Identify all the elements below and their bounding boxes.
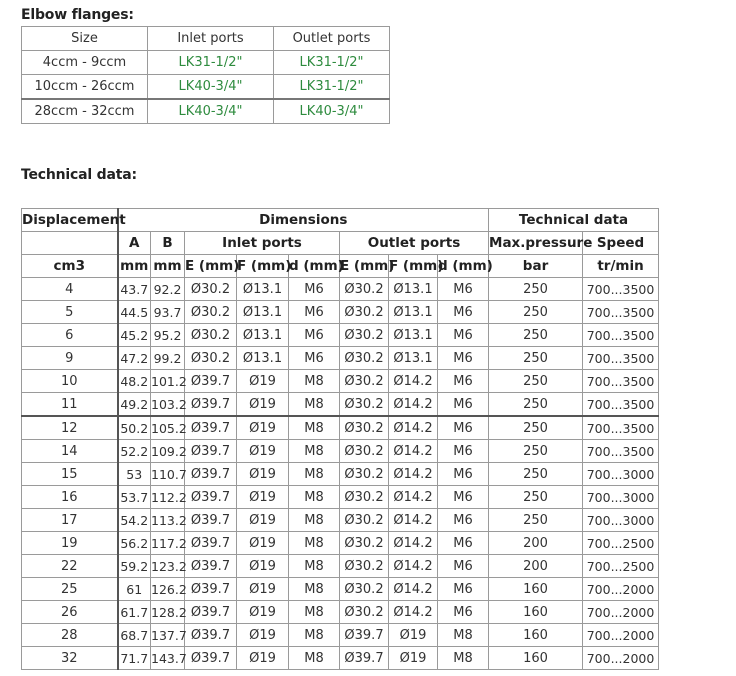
table-row bbox=[22, 578, 659, 601]
speed-cell: 700...2500 bbox=[583, 555, 659, 578]
inlet-f-cell: Ø13.1 bbox=[237, 301, 289, 324]
dim-a-cell: 43.7 bbox=[118, 278, 151, 301]
technical-data-heading: Technical data: bbox=[21, 167, 137, 183]
inlet-e-cell: Ø39.7 bbox=[185, 393, 237, 417]
size-cell: 4ccm - 9ccm bbox=[22, 51, 148, 75]
table-row bbox=[22, 278, 659, 301]
displacement-cell: 4 bbox=[22, 278, 118, 301]
size-cell: 28ccm - 32ccm bbox=[22, 99, 148, 124]
elbow-flanges-table bbox=[21, 26, 390, 124]
max-pressure-cell: 160 bbox=[489, 647, 583, 670]
dim-a-cell: 49.2 bbox=[118, 393, 151, 417]
dim-a-cell: 53 bbox=[118, 463, 151, 486]
inlet-f-cell: Ø19 bbox=[237, 509, 289, 532]
displacement-cell: 15 bbox=[22, 463, 118, 486]
table-row bbox=[22, 463, 659, 486]
outlet-d-cell: M6 bbox=[438, 278, 489, 301]
outlet-f-cell: Ø14.2 bbox=[389, 486, 438, 509]
table-row bbox=[22, 624, 659, 647]
unit-cell: d (mm) bbox=[289, 255, 340, 278]
table-row bbox=[22, 99, 390, 124]
dim-a-cell: 52.2 bbox=[118, 440, 151, 463]
speed-cell: 700...3000 bbox=[583, 463, 659, 486]
table-header-row bbox=[22, 232, 659, 255]
outlet-e-cell: Ø39.7 bbox=[340, 624, 389, 647]
table-row bbox=[22, 440, 659, 463]
outlet-f-cell: Ø14.2 bbox=[389, 578, 438, 601]
max-pressure-cell: 250 bbox=[489, 393, 583, 417]
table-row bbox=[22, 416, 659, 440]
speed-cell: 700...3500 bbox=[583, 416, 659, 440]
inlet-d-cell: M8 bbox=[289, 370, 340, 393]
header-size: Size bbox=[22, 27, 148, 51]
outlet-d-cell: M6 bbox=[438, 578, 489, 601]
inlet-d-cell: M6 bbox=[289, 278, 340, 301]
unit-cell: E (mm) bbox=[340, 255, 389, 278]
outlet-e-cell: Ø30.2 bbox=[340, 393, 389, 417]
max-pressure-cell: 250 bbox=[489, 463, 583, 486]
speed-cell: 700...2000 bbox=[583, 624, 659, 647]
dim-b-cell: 99.2 bbox=[151, 347, 185, 370]
inlet-e-cell: Ø39.7 bbox=[185, 509, 237, 532]
outlet-f-cell: Ø14.2 bbox=[389, 532, 438, 555]
header-a: A bbox=[118, 232, 151, 255]
dim-a-cell: 61.7 bbox=[118, 601, 151, 624]
outlet-e-cell: Ø30.2 bbox=[340, 324, 389, 347]
inlet-d-cell: M8 bbox=[289, 624, 340, 647]
inlet-e-cell: Ø39.7 bbox=[185, 532, 237, 555]
unit-cell: d (mm) bbox=[438, 255, 489, 278]
dim-b-cell: 143.7 bbox=[151, 647, 185, 670]
displacement-cell: 10 bbox=[22, 370, 118, 393]
outlet-d-cell: M6 bbox=[438, 486, 489, 509]
outlet-port-cell: LK40-3/4" bbox=[274, 99, 390, 124]
table-row bbox=[22, 324, 659, 347]
dim-b-cell: 113.2 bbox=[151, 509, 185, 532]
table-row bbox=[22, 301, 659, 324]
max-pressure-cell: 250 bbox=[489, 347, 583, 370]
dim-a-cell: 61 bbox=[118, 578, 151, 601]
outlet-d-cell: M6 bbox=[438, 509, 489, 532]
table-row bbox=[22, 555, 659, 578]
outlet-f-cell: Ø14.2 bbox=[389, 393, 438, 417]
inlet-e-cell: Ø39.7 bbox=[185, 370, 237, 393]
outlet-d-cell: M6 bbox=[438, 347, 489, 370]
speed-cell: 700...3500 bbox=[583, 301, 659, 324]
displacement-cell: 17 bbox=[22, 509, 118, 532]
inlet-d-cell: M8 bbox=[289, 532, 340, 555]
dim-b-cell: 105.2 bbox=[151, 416, 185, 440]
max-pressure-cell: 250 bbox=[489, 416, 583, 440]
speed-cell: 700...3000 bbox=[583, 486, 659, 509]
unit-cell: mm bbox=[118, 255, 151, 278]
outlet-f-cell: Ø19 bbox=[389, 647, 438, 670]
displacement-cell: 32 bbox=[22, 647, 118, 670]
dim-a-cell: 54.2 bbox=[118, 509, 151, 532]
outlet-f-cell: Ø14.2 bbox=[389, 440, 438, 463]
outlet-d-cell: M8 bbox=[438, 624, 489, 647]
dim-a-cell: 68.7 bbox=[118, 624, 151, 647]
inlet-f-cell: Ø19 bbox=[237, 416, 289, 440]
table-row bbox=[22, 75, 390, 100]
dim-a-cell: 48.2 bbox=[118, 370, 151, 393]
table-row bbox=[22, 370, 659, 393]
inlet-d-cell: M8 bbox=[289, 393, 340, 417]
header-b: B bbox=[151, 232, 185, 255]
table-row bbox=[22, 601, 659, 624]
dim-b-cell: 128.2 bbox=[151, 601, 185, 624]
dim-b-cell: 103.2 bbox=[151, 393, 185, 417]
speed-cell: 700...3500 bbox=[583, 440, 659, 463]
table-row bbox=[22, 647, 659, 670]
dim-b-cell: 92.2 bbox=[151, 278, 185, 301]
header-technical-data: Technical data bbox=[489, 209, 659, 232]
dim-a-cell: 45.2 bbox=[118, 324, 151, 347]
speed-cell: 700...3000 bbox=[583, 509, 659, 532]
max-pressure-cell: 200 bbox=[489, 555, 583, 578]
inlet-e-cell: Ø30.2 bbox=[185, 324, 237, 347]
speed-cell: 700...3500 bbox=[583, 393, 659, 417]
table-header-row bbox=[22, 209, 659, 232]
outlet-e-cell: Ø30.2 bbox=[340, 532, 389, 555]
dim-a-cell: 53.7 bbox=[118, 486, 151, 509]
max-pressure-cell: 250 bbox=[489, 440, 583, 463]
outlet-port-cell: LK31-1/2" bbox=[274, 51, 390, 75]
outlet-d-cell: M6 bbox=[438, 440, 489, 463]
elbow-flanges-heading: Elbow flanges: bbox=[21, 7, 134, 23]
outlet-f-cell: Ø14.2 bbox=[389, 370, 438, 393]
outlet-d-cell: M8 bbox=[438, 647, 489, 670]
displacement-cell: 6 bbox=[22, 324, 118, 347]
displacement-cell: 26 bbox=[22, 601, 118, 624]
outlet-port-cell: LK31-1/2" bbox=[274, 75, 390, 100]
inlet-d-cell: M6 bbox=[289, 324, 340, 347]
outlet-e-cell: Ø30.2 bbox=[340, 601, 389, 624]
outlet-f-cell: Ø14.2 bbox=[389, 555, 438, 578]
unit-cell: tr/min bbox=[583, 255, 659, 278]
max-pressure-cell: 250 bbox=[489, 301, 583, 324]
inlet-f-cell: Ø19 bbox=[237, 555, 289, 578]
inlet-d-cell: M8 bbox=[289, 440, 340, 463]
inlet-d-cell: M8 bbox=[289, 601, 340, 624]
outlet-e-cell: Ø30.2 bbox=[340, 509, 389, 532]
header-displacement: Displacement bbox=[22, 209, 118, 232]
inlet-f-cell: Ø19 bbox=[237, 440, 289, 463]
displacement-cell: 28 bbox=[22, 624, 118, 647]
unit-cell: bar bbox=[489, 255, 583, 278]
inlet-f-cell: Ø19 bbox=[237, 624, 289, 647]
dim-b-cell: 117.2 bbox=[151, 532, 185, 555]
header-inlet-ports: Inlet ports bbox=[185, 232, 340, 255]
speed-cell: 700...3500 bbox=[583, 347, 659, 370]
header-inlet-ports: Inlet ports bbox=[148, 27, 274, 51]
inlet-f-cell: Ø19 bbox=[237, 463, 289, 486]
inlet-f-cell: Ø13.1 bbox=[237, 347, 289, 370]
max-pressure-cell: 250 bbox=[489, 324, 583, 347]
outlet-e-cell: Ø30.2 bbox=[340, 555, 389, 578]
unit-cell: F (mm) bbox=[237, 255, 289, 278]
size-cell: 10ccm - 26ccm bbox=[22, 75, 148, 100]
displacement-cell: 25 bbox=[22, 578, 118, 601]
unit-cell: F (mm) bbox=[389, 255, 438, 278]
inlet-e-cell: Ø39.7 bbox=[185, 463, 237, 486]
max-pressure-cell: 160 bbox=[489, 578, 583, 601]
dim-b-cell: 123.2 bbox=[151, 555, 185, 578]
dim-b-cell: 112.2 bbox=[151, 486, 185, 509]
dim-b-cell: 93.7 bbox=[151, 301, 185, 324]
table-header-row bbox=[22, 27, 390, 51]
inlet-d-cell: M8 bbox=[289, 578, 340, 601]
displacement-cell: 9 bbox=[22, 347, 118, 370]
inlet-f-cell: Ø19 bbox=[237, 486, 289, 509]
unit-cell: E (mm) bbox=[185, 255, 237, 278]
outlet-d-cell: M6 bbox=[438, 301, 489, 324]
table-row bbox=[22, 51, 390, 75]
outlet-e-cell: Ø30.2 bbox=[340, 347, 389, 370]
speed-cell: 700...2000 bbox=[583, 647, 659, 670]
displacement-cell: 11 bbox=[22, 393, 118, 417]
inlet-e-cell: Ø39.7 bbox=[185, 601, 237, 624]
dim-a-cell: 71.7 bbox=[118, 647, 151, 670]
unit-cell: cm3 bbox=[22, 255, 118, 278]
dim-b-cell: 109.2 bbox=[151, 440, 185, 463]
max-pressure-cell: 160 bbox=[489, 624, 583, 647]
dim-b-cell: 110.7 bbox=[151, 463, 185, 486]
displacement-cell: 22 bbox=[22, 555, 118, 578]
outlet-e-cell: Ø30.2 bbox=[340, 578, 389, 601]
outlet-f-cell: Ø14.2 bbox=[389, 463, 438, 486]
outlet-e-cell: Ø30.2 bbox=[340, 416, 389, 440]
outlet-e-cell: Ø30.2 bbox=[340, 301, 389, 324]
inlet-e-cell: Ø39.7 bbox=[185, 440, 237, 463]
table-row bbox=[22, 532, 659, 555]
inlet-f-cell: Ø13.1 bbox=[237, 324, 289, 347]
inlet-e-cell: Ø39.7 bbox=[185, 647, 237, 670]
table-row bbox=[22, 486, 659, 509]
outlet-f-cell: Ø14.2 bbox=[389, 601, 438, 624]
inlet-e-cell: Ø39.7 bbox=[185, 624, 237, 647]
header-max-pressure: Max.pressure bbox=[489, 232, 583, 255]
inlet-f-cell: Ø19 bbox=[237, 601, 289, 624]
outlet-e-cell: Ø30.2 bbox=[340, 463, 389, 486]
header-outlet-ports: Outlet ports bbox=[274, 27, 390, 51]
outlet-d-cell: M6 bbox=[438, 393, 489, 417]
inlet-e-cell: Ø30.2 bbox=[185, 278, 237, 301]
outlet-f-cell: Ø19 bbox=[389, 624, 438, 647]
outlet-f-cell: Ø13.1 bbox=[389, 278, 438, 301]
max-pressure-cell: 250 bbox=[489, 509, 583, 532]
inlet-f-cell: Ø19 bbox=[237, 393, 289, 417]
outlet-d-cell: M6 bbox=[438, 532, 489, 555]
speed-cell: 700...3500 bbox=[583, 278, 659, 301]
inlet-e-cell: Ø30.2 bbox=[185, 301, 237, 324]
speed-cell: 700...2000 bbox=[583, 578, 659, 601]
outlet-d-cell: M6 bbox=[438, 601, 489, 624]
max-pressure-cell: 250 bbox=[489, 278, 583, 301]
dim-a-cell: 50.2 bbox=[118, 416, 151, 440]
dim-b-cell: 137.7 bbox=[151, 624, 185, 647]
inlet-d-cell: M6 bbox=[289, 347, 340, 370]
inlet-d-cell: M8 bbox=[289, 555, 340, 578]
inlet-port-cell: LK40-3/4" bbox=[148, 75, 274, 100]
units-row bbox=[22, 255, 659, 278]
dim-b-cell: 95.2 bbox=[151, 324, 185, 347]
dim-a-cell: 44.5 bbox=[118, 301, 151, 324]
outlet-f-cell: Ø14.2 bbox=[389, 416, 438, 440]
dim-a-cell: 59.2 bbox=[118, 555, 151, 578]
inlet-f-cell: Ø19 bbox=[237, 647, 289, 670]
inlet-e-cell: Ø39.7 bbox=[185, 578, 237, 601]
displacement-cell: 5 bbox=[22, 301, 118, 324]
dim-a-cell: 47.2 bbox=[118, 347, 151, 370]
outlet-e-cell: Ø30.2 bbox=[340, 370, 389, 393]
speed-cell: 700...2500 bbox=[583, 532, 659, 555]
technical-data-table bbox=[21, 208, 659, 670]
outlet-e-cell: Ø39.7 bbox=[340, 647, 389, 670]
inlet-port-cell: LK40-3/4" bbox=[148, 99, 274, 124]
outlet-d-cell: M6 bbox=[438, 370, 489, 393]
outlet-e-cell: Ø30.2 bbox=[340, 278, 389, 301]
inlet-d-cell: M8 bbox=[289, 463, 340, 486]
inlet-d-cell: M8 bbox=[289, 486, 340, 509]
dim-b-cell: 101.2 bbox=[151, 370, 185, 393]
inlet-e-cell: Ø30.2 bbox=[185, 347, 237, 370]
inlet-e-cell: Ø39.7 bbox=[185, 416, 237, 440]
speed-cell: 700...2000 bbox=[583, 601, 659, 624]
outlet-d-cell: M6 bbox=[438, 463, 489, 486]
outlet-f-cell: Ø13.1 bbox=[389, 347, 438, 370]
speed-cell: 700...3500 bbox=[583, 324, 659, 347]
displacement-cell: 14 bbox=[22, 440, 118, 463]
outlet-e-cell: Ø30.2 bbox=[340, 440, 389, 463]
displacement-cell: 16 bbox=[22, 486, 118, 509]
outlet-d-cell: M6 bbox=[438, 416, 489, 440]
inlet-port-cell: LK31-1/2" bbox=[148, 51, 274, 75]
max-pressure-cell: 250 bbox=[489, 370, 583, 393]
inlet-d-cell: M8 bbox=[289, 416, 340, 440]
inlet-d-cell: M8 bbox=[289, 647, 340, 670]
outlet-f-cell: Ø13.1 bbox=[389, 301, 438, 324]
displacement-cell: 12 bbox=[22, 416, 118, 440]
inlet-f-cell: Ø19 bbox=[237, 370, 289, 393]
header-dimensions: Dimensions bbox=[118, 209, 489, 232]
inlet-f-cell: Ø19 bbox=[237, 532, 289, 555]
inlet-e-cell: Ø39.7 bbox=[185, 555, 237, 578]
table-row bbox=[22, 509, 659, 532]
table-row bbox=[22, 393, 659, 417]
inlet-f-cell: Ø19 bbox=[237, 578, 289, 601]
header-empty bbox=[22, 232, 118, 255]
dim-b-cell: 126.2 bbox=[151, 578, 185, 601]
dim-a-cell: 56.2 bbox=[118, 532, 151, 555]
inlet-d-cell: M8 bbox=[289, 509, 340, 532]
header-outlet-ports: Outlet ports bbox=[340, 232, 489, 255]
outlet-d-cell: M6 bbox=[438, 324, 489, 347]
displacement-cell: 19 bbox=[22, 532, 118, 555]
outlet-f-cell: Ø14.2 bbox=[389, 509, 438, 532]
inlet-e-cell: Ø39.7 bbox=[185, 486, 237, 509]
outlet-d-cell: M6 bbox=[438, 555, 489, 578]
max-pressure-cell: 200 bbox=[489, 532, 583, 555]
header-speed: Speed bbox=[583, 232, 659, 255]
max-pressure-cell: 160 bbox=[489, 601, 583, 624]
unit-cell: mm bbox=[151, 255, 185, 278]
inlet-f-cell: Ø13.1 bbox=[237, 278, 289, 301]
outlet-e-cell: Ø30.2 bbox=[340, 486, 389, 509]
table-row bbox=[22, 347, 659, 370]
inlet-d-cell: M6 bbox=[289, 301, 340, 324]
speed-cell: 700...3500 bbox=[583, 370, 659, 393]
outlet-f-cell: Ø13.1 bbox=[389, 324, 438, 347]
max-pressure-cell: 250 bbox=[489, 486, 583, 509]
